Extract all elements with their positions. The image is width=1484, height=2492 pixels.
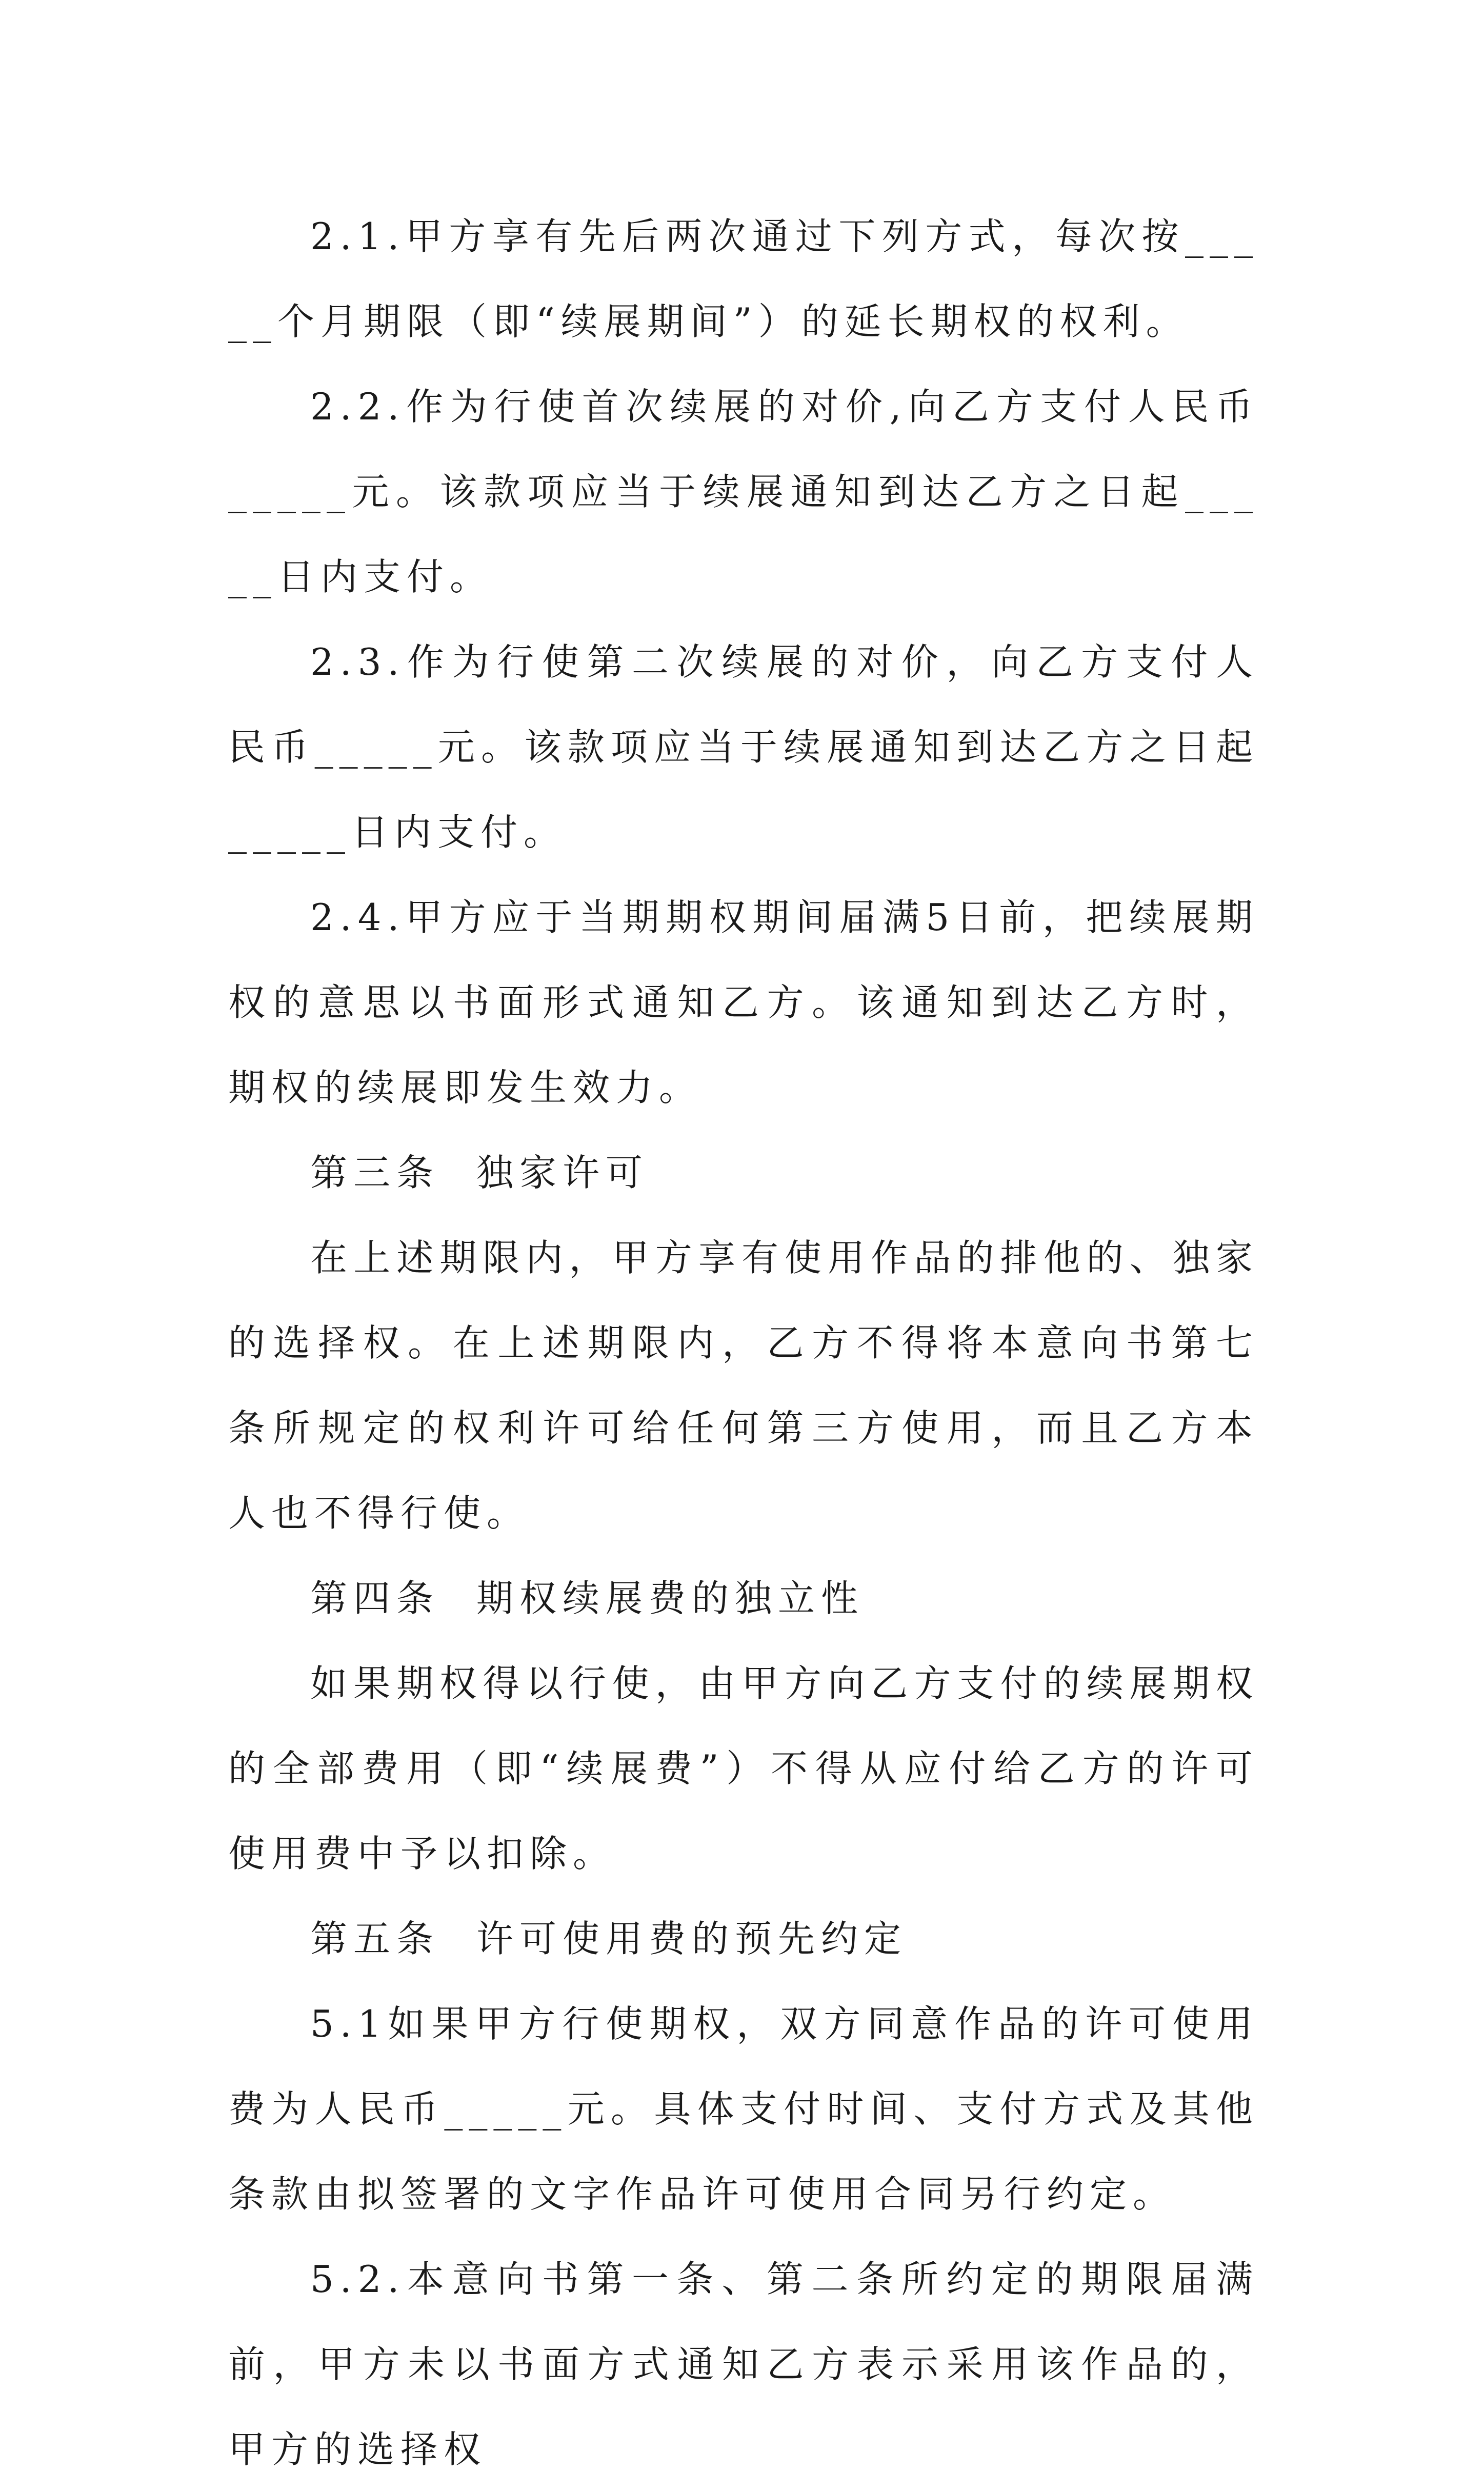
article-3-text: 在上述期限内，甲方享有使用作品的排他的、独家的选择权。在上述期限内，乙方不得将本意向书第七条所规定的权利许可给任何第三方使用，而且乙方本人也不得行使。 bbox=[228, 1236, 1259, 1535]
clause-5-2: 5.2.本意向书第一条、第二条所约定的期限届满前，甲方未以书面方式通知乙方表示采用该作品的，甲方的选择权 bbox=[228, 2258, 1259, 2471]
article-4-heading bbox=[228, 1556, 1259, 1641]
clause-2-3: 2.3.作为行使第二次续展的对价，向乙方支付人民币_____元。该款项应当于续展通知到达乙方之日起_____日内支付。 bbox=[228, 640, 1259, 854]
article-5-title: 许可使用费的预先约定 bbox=[476, 1917, 908, 1960]
article-3-title: 独家许可 bbox=[476, 1151, 649, 1194]
clause-2-4: 2.4.甲方应于当期期权期间届满5日前，把续展期权的意思以书面形式通知乙方。该通知到达乙方时，期权的续展即发生效力。 bbox=[228, 896, 1259, 1109]
document-body bbox=[228, 194, 1259, 2492]
article-3-heading bbox=[228, 1130, 1259, 1215]
clause-2-2: 2.2.作为行使首次续展的对价,向乙方支付人民币_____元。该款项应当于续展通知到达乙方之日起_____日内支付。 bbox=[228, 385, 1259, 598]
clause-2-1: 2.1.甲方享有先后两次通过下列方式，每次按_____个月期限（即“续展期间”）的延长期权的权利。 bbox=[228, 215, 1259, 343]
article-5-number: 第五条 bbox=[310, 1917, 440, 1960]
article-4-text: 如果期权得以行使，由甲方向乙方支付的续展期权的全部费用（即“续展费”）不得从应付给乙方的许可使用费中予以扣除。 bbox=[228, 1662, 1259, 1875]
article-3-number: 第三条 bbox=[310, 1151, 440, 1194]
article-4-title: 期权续展费的独立性 bbox=[476, 1577, 865, 1620]
article-5-heading bbox=[228, 1896, 1259, 1981]
article-4-number: 第四条 bbox=[310, 1577, 440, 1620]
clause-5-1: 5.1如果甲方行使期权，双方同意作品的许可使用费为人民币_____元。具体支付时间、支付方式及其他条款由拟签署的文字作品许可使用合同另行约定。 bbox=[228, 2002, 1259, 2216]
